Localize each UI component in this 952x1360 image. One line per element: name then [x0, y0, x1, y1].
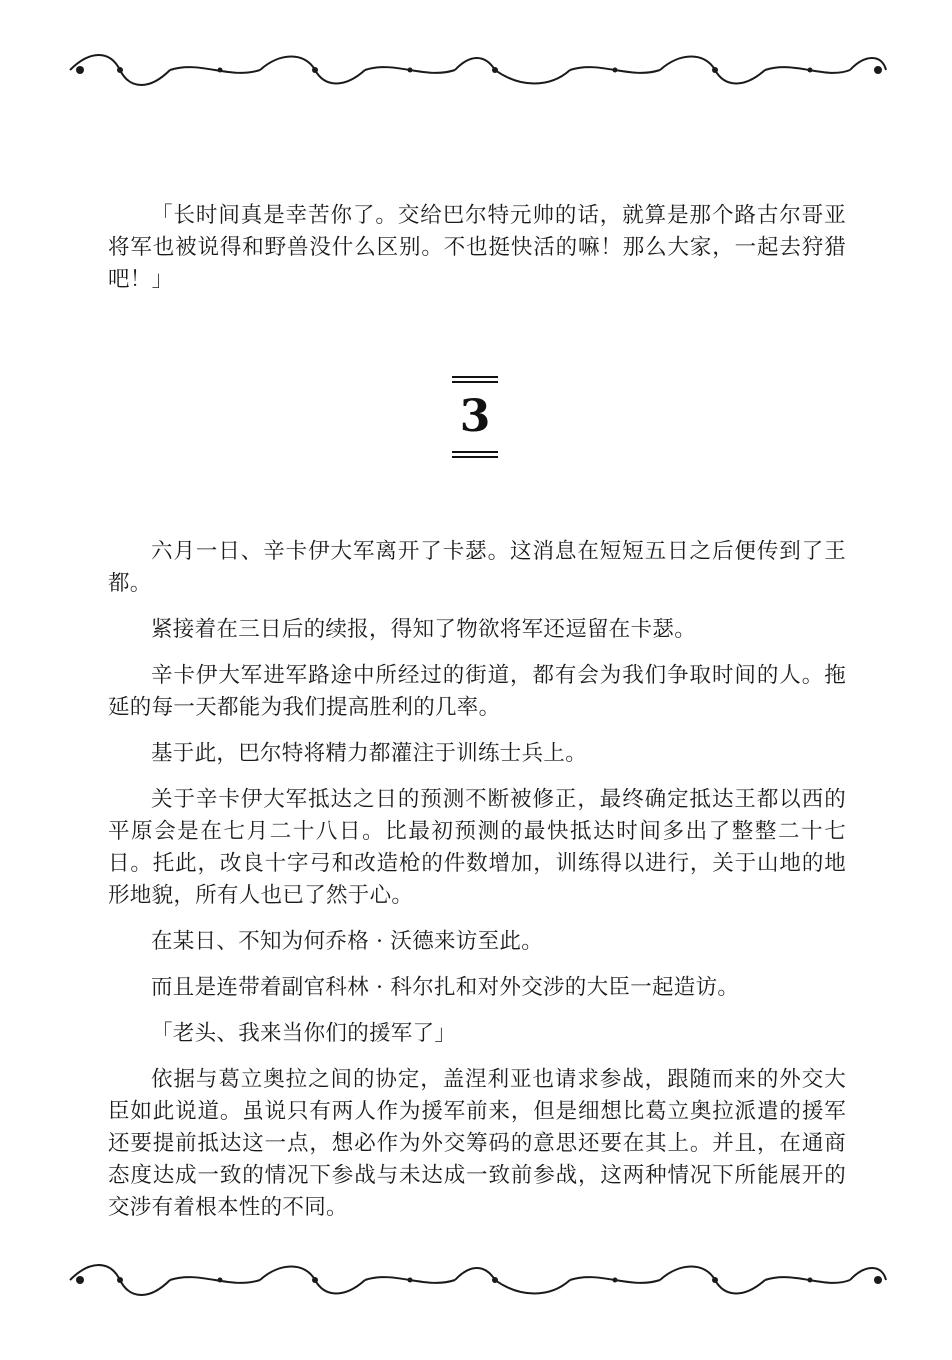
- body-paragraph: 依据与葛立奥拉之间的协定，盖涅利亚也请求参战，跟随而来的外交大臣如此说道。虽说只有两人作为援军前来，但是细想比葛立奥拉派遣的援军还要提前抵达这一点，想必作为外交筹码的意思还要在其上。并且，在通商态度达成一致的情况下参战与未达成一致前参战，这两种情况下所能展开的交涉有着根本性的不同。: [108, 1067, 846, 1220]
- body-paragraph: 辛卡伊大军进军路途中所经过的街道，都有会为我们争取时间的人。拖延的每一天都能为我们提高胜利的几率。: [108, 663, 846, 720]
- body-paragraph: 「老头、我来当你们的援军了」: [151, 1021, 457, 1046]
- ornament-swirl-icon: [60, 40, 892, 100]
- body-paragraph: 关于辛卡伊大军抵达之日的预测不断被修正，最终确定抵达王都以西的平原会是在七月二十八日。比最初预测的最快抵达时间多出了整整二十七日。托此，改良十字弓和改造枪的件数增加，训练得以进行，关于山地的地形地貌，所有人也已了然于心。: [108, 787, 846, 908]
- body-paragraph: 紧接着在三日后的续报，得知了物欲将军还逗留在卡瑟。: [151, 617, 697, 642]
- body-paragraph: 六月一日、辛卡伊大军离开了卡瑟。这消息在短短五日之后便传到了王都。: [108, 539, 846, 596]
- chapter-rule-bottom: [452, 451, 498, 453]
- ornament-swirl-icon: [60, 1250, 892, 1310]
- body-text: [108, 536, 846, 1238]
- chapter-rule-bottom-2: [452, 456, 498, 458]
- body-paragraph: 而且是连带着副官科林 · 科尔扎和对外交涉的大臣一起造访。: [151, 975, 740, 1000]
- chapter-rule-top-2: [452, 381, 498, 383]
- chapter-number: 3: [459, 391, 491, 442]
- intro-text: [108, 200, 846, 296]
- intro-paragraph: 「长时间真是幸苦你了。交给巴尔特元帅的话，就算是那个路古尔哥亚将军也被说得和野兽没什么区别。不也挺快活的嘛！那么大家，一起去狩猎吧！」: [108, 203, 846, 292]
- chapter-rule-top: [452, 376, 498, 378]
- body-paragraph: 基于此，巴尔特将精力都灌注于训练士兵上。: [151, 741, 588, 766]
- top-ornament-border: [60, 40, 892, 100]
- chapter-heading: [452, 373, 498, 461]
- bottom-ornament-border: [60, 1250, 892, 1310]
- body-paragraph: 在某日、不知为何乔格 · 沃德来访至此。: [151, 929, 544, 954]
